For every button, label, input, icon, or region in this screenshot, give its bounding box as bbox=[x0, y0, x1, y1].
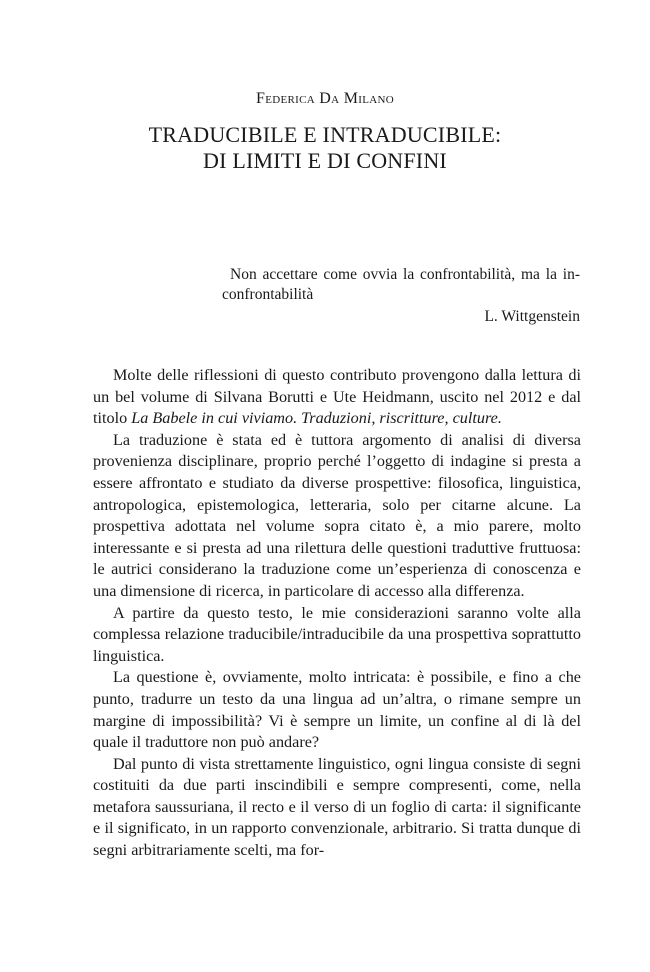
epigraph-text: Non accettare come ovvia la confrontabilità, ma la inconfrontabilità bbox=[222, 266, 580, 303]
book-title: La Babele in cui viviamo. Traduzioni, riscritture, culture. bbox=[131, 409, 502, 428]
paragraph-3: A partire da questo testo, le mie considerazioni saranno volte alla complessa relazione traducibile/intraducibile da una prospettiva soprattutto linguistica. bbox=[93, 603, 581, 665]
title-line-2: DI LIMITI E DI CONFINI bbox=[203, 148, 447, 173]
paragraph-5: Dal punto di vista strettamente linguistico, ogni lingua consiste di segni costituiti da due parti inscindibili e sempre compresenti, come, nella metafora saussuriana, il recto e il verso di un foglio di carta: il significante e il significato, in un rapporto convenzionale, arbitrario. Si tratta dunque di segni arbitrariamente scelti, ma for- bbox=[93, 754, 581, 860]
author-name: Federica Da Milano bbox=[256, 90, 394, 107]
title-line-1: TRADUCIBILE E INTRADUCIBILE: bbox=[148, 122, 502, 147]
body-text bbox=[93, 365, 581, 862]
paper-title bbox=[0, 122, 650, 174]
paragraph-1 bbox=[93, 365, 581, 430]
epigraph-attribution: L. Wittgenstein bbox=[484, 308, 580, 325]
paragraph-1-text: Molte delle riflessioni di questo contributo provengono dalla lettura di un bel volume di Silvana Borutti e Ute Heidmann, uscito nel 2012 e dal titolo bbox=[93, 366, 581, 428]
paragraph-4: La questione è, ovviamente, molto intricata: è possibile, e fino a che punto, tradurre un testo da una lingua ad un’altra, o rimane sempre un margine di impossibilità? Vi è sempre un limite, un confine al di là del quale il traduttore non può andare? bbox=[93, 668, 581, 752]
paragraph-2: La traduzione è stata ed è tuttora argomento di analisi di diversa provenienza disciplinare, proprio perché l’oggetto di indagine si presta a essere affrontato e studiato da diverse prospettive: filosofica, linguistica, antropologica, epistemologica, letteraria, solo per citarne alcune. La prospettiva adottata nel volume sopra citato è, a mio parere, molto interessante e si presta ad una rilettura delle questioni traduttive fruttuosa: le autrici considerano la traduzione come un’esperienza di conoscenza e una dimensione di ricerca, in particolare di accesso alla differenza. bbox=[93, 430, 581, 600]
epigraph-quote bbox=[222, 265, 580, 305]
